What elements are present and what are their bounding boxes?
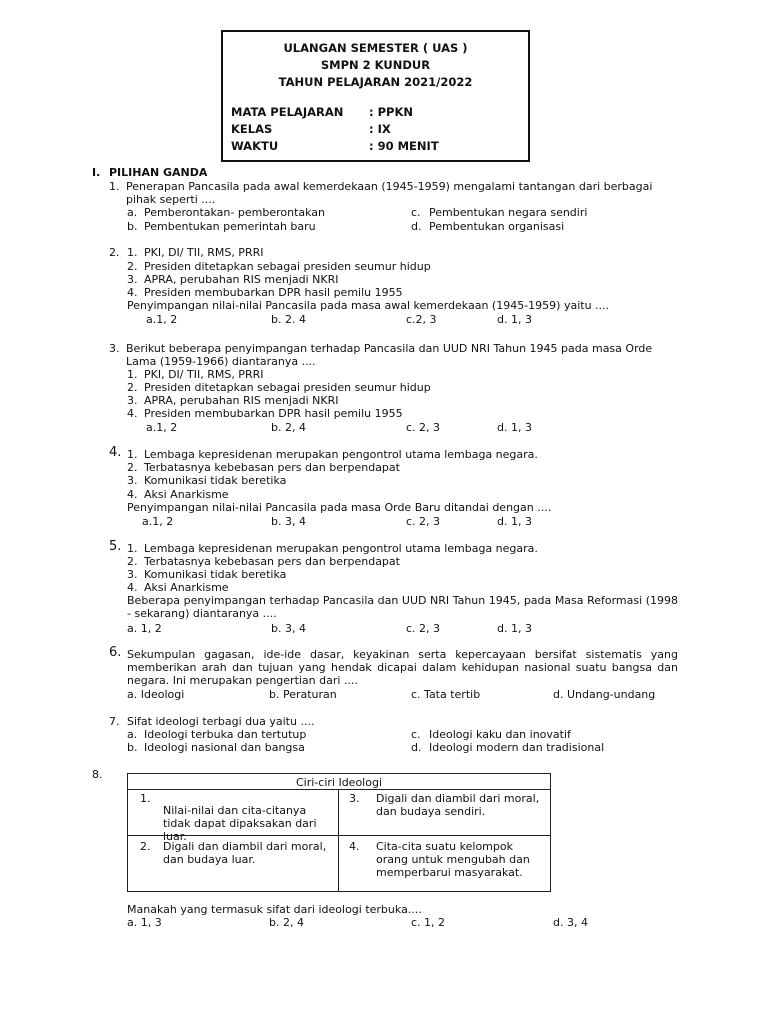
q4-item-2: Terbatasnya kebebasan pers dan berpendapat [144,461,400,474]
q6-option-a: a. Ideologi [127,688,185,701]
q1-option-c: Pembentukan negara sendiri [429,206,588,219]
q2-item-3: APRA, perubahan RIS menjadi NKRI [144,273,339,286]
q1-option-b: Pembentukan pemerintah baru [144,220,316,233]
q5-item-1-number: 1. [127,542,138,555]
q2-item-2-number: 2. [127,260,138,273]
class-value: : IX [369,122,391,136]
q7-option-a-letter: a. [127,728,138,741]
q5-option-d: d. 1, 3 [497,622,532,635]
q4-item-1: Lembaga kepresidenan merupakan pengontrol utama lembaga negara. [144,448,538,461]
q3-item-4-number: 4. [127,407,138,420]
q5-item-4: Aksi Anarkisme [144,581,229,594]
q2-option-d: d. 1, 3 [497,313,532,326]
q1-option-a: Pemberontakan- pemberontakan [144,206,326,219]
q7-text: Sifat ideologi terbagi dua yaitu .... [127,715,315,728]
q1-option-a-letter: a. [127,206,138,219]
class-label: KELAS [231,122,273,136]
q1-text: Penerapan Pancasila pada awal kemerdekaan (1945-1959) mengalami tantangan dari berbagai pihak seperti .... [126,180,653,206]
q7-option-d: Ideologi modern dan tradisional [429,741,605,754]
q4-item-4-number: 4. [127,488,138,501]
ideology-characteristics-table [127,773,551,892]
table-cell-2-text: Digali dan diambil dari moral, dan budaya luar. [163,840,327,866]
q8-option-a: a. 1, 3 [127,916,162,929]
q3-option-d: d. 1, 3 [497,421,532,434]
q4-number: 4. [109,445,122,460]
q7-option-c-letter: c. [411,728,421,741]
q2-item-1-number: 1. [127,246,138,259]
q3-item-1: PKI, DI/ TII, RMS, PRRI [144,368,264,381]
q5-option-c: c. 2, 3 [406,622,441,635]
q3-option-c: c. 2, 3 [406,421,441,434]
q4-option-c: c. 2, 3 [406,515,441,528]
q3-item-2: Presiden ditetapkan sebagai presiden seumur hidup [144,381,431,394]
exam-title: ULANGAN SEMESTER ( UAS ) [283,41,468,55]
time-label: WAKTU [231,139,279,153]
table-cell-4 [339,836,551,892]
q3-option-a: a.1, 2 [146,421,178,434]
q2-item-1: PKI, DI/ TII, RMS, PRRI [144,246,264,259]
q2-item-4: Presiden membubarkan DPR hasil pemilu 1955 [144,286,403,299]
q5-number: 5. [109,539,122,554]
academic-year: TAHUN PELAJARAN 2021/2022 [278,75,473,89]
q1-option-d-letter: d. [411,220,422,233]
q5-item-2-number: 2. [127,555,138,568]
table-cell-1-number: 1. [140,792,151,805]
q8-option-b: b. 2, 4 [269,916,304,929]
q6-number: 6. [109,645,122,660]
q7-option-b-letter: b. [127,741,138,754]
table-cell-2-number: 2. [140,840,151,853]
q2-item-3-number: 3. [127,273,138,286]
q4-item-4: Aksi Anarkisme [144,488,229,501]
q5-item-2: Terbatasnya kebebasan pers dan berpendapat [144,555,400,568]
q1-option-c-letter: c. [411,206,421,219]
q2-number: 2. [109,246,120,259]
q8-text: Manakah yang termasuk sifat dari ideologi terbuka.... [127,903,422,916]
section-title: PILIHAN GANDA [109,166,208,179]
q7-option-a: Ideologi terbuka dan tertutup [144,728,307,741]
q6-text: Sekumpulan gagasan, ide-ide dasar, keyakinan serta kepercayaan bersifat sistematis yang memberikan arah dan tujuan yang hendak dicapai dalam kehidupan nasional suatu bangsa dan negara. Ini merupakan pengertian dari .... [127,648,678,687]
q5-item-1: Lembaga kepresidenan merupakan pengontrol utama lembaga negara. [144,542,538,555]
q4-option-a: a.1, 2 [142,515,174,528]
q2-option-a: a.1, 2 [146,313,178,326]
table-cell-4-number: 4. [349,840,360,853]
table-cell-2 [128,836,339,892]
q5-option-b: b. 3, 4 [271,622,306,635]
q5-item-3: Komunikasi tidak beretika [144,568,287,581]
q7-option-c: Ideologi kaku dan inovatif [429,728,571,741]
table-cell-1 [128,790,339,843]
table-cell-3 [339,790,551,836]
q3-number: 3. [109,342,120,355]
school-name: SMPN 2 KUNDUR [320,58,431,72]
subject-value: : PPKN [369,105,413,119]
q7-number: 7. [109,715,120,728]
q3-item-4: Presiden membubarkan DPR hasil pemilu 1955 [144,407,403,420]
exam-header-box [221,30,530,162]
q3-item-2-number: 2. [127,381,138,394]
q5-text: Beberapa penyimpangan terhadap Pancasila dan UUD NRI Tahun 1945, pada Masa Reformasi (1998 - sekarang) diantaranya .... [127,594,678,620]
q1-option-d: Pembentukan organisasi [429,220,565,233]
q4-option-d: d. 1, 3 [497,515,532,528]
q2-option-b: b. 2. 4 [271,313,306,326]
subject-label: MATA PELAJARAN [231,105,344,119]
q5-item-4-number: 4. [127,581,138,594]
q3-option-b: b. 2, 4 [271,421,306,434]
section-number: I. [92,166,101,179]
table-cell-1-text: Nilai-nilai dan cita-citanya tidak dapat dipaksakan dari luar. [163,804,317,843]
q2-option-c: c.2, 3 [406,313,437,326]
q7-option-b: Ideologi nasional dan bangsa [144,741,305,754]
q1-option-b-letter: b. [127,220,138,233]
q4-option-b: b. 3, 4 [271,515,306,528]
q3-item-3: APRA, perubahan RIS menjadi NKRI [144,394,339,407]
table-cell-3-number: 3. [349,792,360,805]
q3-text: Berikut beberapa penyimpangan terhadap Pancasila dan UUD NRI Tahun 1945 pada masa Orde Lama (1959-1966) diantaranya .... [126,342,653,368]
q8-option-d: d. 3, 4 [553,916,588,929]
table-cell-4-text: Cita-cita suatu kelompok orang untuk mengubah dan memperbarui masyarakat. [376,840,530,879]
q4-text: Penyimpangan nilai-nilai Pancasila pada masa Orde Baru ditandai dengan .... [127,501,552,514]
q2-item-4-number: 4. [127,286,138,299]
q4-item-2-number: 2. [127,461,138,474]
table-cell-3-text: Digali dan diambil dari moral, dan budaya sendiri. [376,792,540,818]
table-title: Ciri-ciri Ideologi [128,774,551,790]
q3-item-3-number: 3. [127,394,138,407]
q8-number: 8. [92,768,103,781]
q6-option-d: d. Undang-undang [553,688,656,701]
q4-item-3-number: 3. [127,474,138,487]
q7-option-d-letter: d. [411,741,422,754]
q4-item-3: Komunikasi tidak beretika [144,474,287,487]
time-value: : 90 MENIT [369,139,439,153]
q8-option-c: c. 1, 2 [411,916,446,929]
q2-item-2: Presiden ditetapkan sebagai presiden seumur hidup [144,260,431,273]
q2-text: Penyimpangan nilai-nilai Pancasila pada masa awal kemerdekaan (1945-1959) yaitu .... [127,299,610,312]
q5-option-a: a. 1, 2 [127,622,162,635]
q6-option-c: c. Tata tertib [411,688,481,701]
q5-item-3-number: 3. [127,568,138,581]
q4-item-1-number: 1. [127,448,138,461]
q1-number: 1. [109,180,120,193]
q3-item-1-number: 1. [127,368,138,381]
q6-option-b: b. Peraturan [269,688,337,701]
